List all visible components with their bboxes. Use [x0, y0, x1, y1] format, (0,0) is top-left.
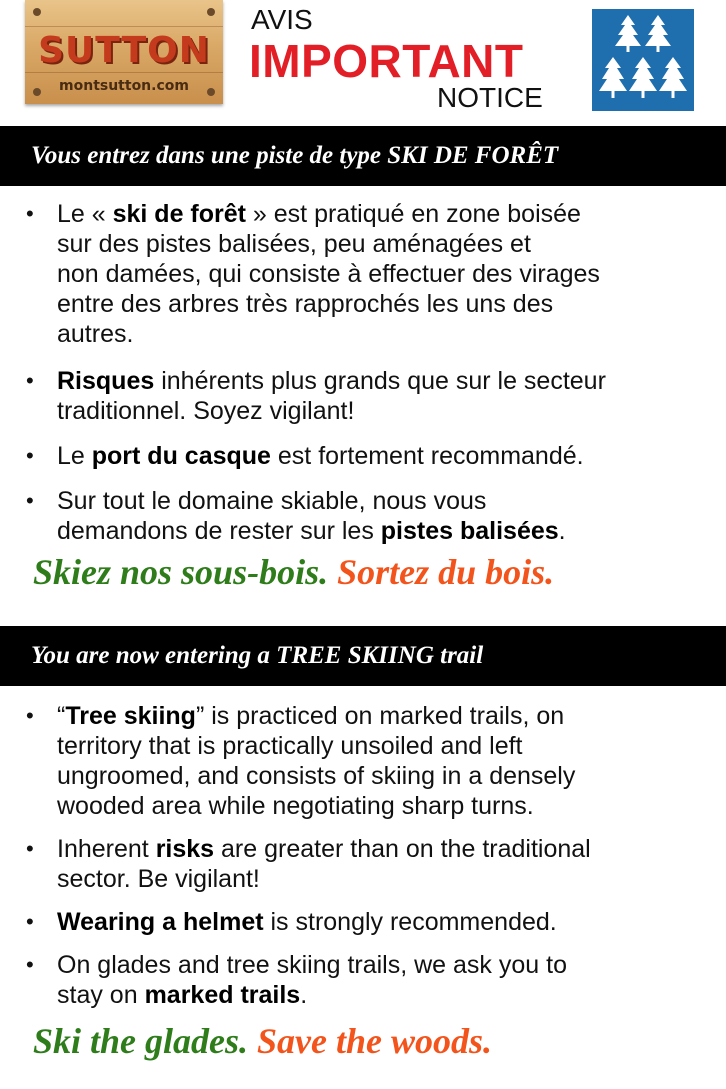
emphasis-text: marked trails — [144, 981, 301, 1009]
english-slogan — [33, 1020, 492, 1062]
item-text: non damées, qui consiste à effectuer des virages — [57, 260, 600, 288]
list-item — [0, 701, 710, 821]
list-item — [0, 950, 710, 1010]
list-item — [0, 366, 710, 426]
list-item — [0, 199, 710, 349]
important-heading: IMPORTANT — [249, 35, 524, 87]
bullet-icon: • — [26, 952, 34, 977]
bullet-icon: • — [26, 443, 34, 468]
bullet-icon: • — [26, 488, 34, 513]
french-banner: Vous entrez dans une piste de type SKI DE FORÊT — [0, 126, 726, 186]
item-text: ” is practiced on marked trails, on — [195, 702, 565, 730]
logo-name: SUTTON — [38, 30, 210, 71]
item-text: autres. — [57, 320, 134, 348]
item-text: are greater than on the traditional — [214, 835, 591, 863]
logo-url: montsutton.com — [59, 78, 189, 94]
emphasis-text: Risques — [57, 367, 155, 395]
french-slogan-green: Skiez nos sous-bois. — [33, 552, 329, 592]
item-text: ungroomed, and consists of skiing in a densely — [57, 762, 576, 790]
item-text: “ — [57, 702, 66, 730]
list-item — [0, 441, 710, 471]
item-text: sur des pistes balisées, peu aménagées et — [57, 230, 531, 258]
bullet-icon: • — [26, 836, 34, 861]
avis-label: AVIS — [251, 4, 313, 35]
item-text: territory that is practically unsoiled and left — [57, 732, 523, 760]
item-text: demandons de rester sur les — [57, 517, 381, 545]
bullet-icon: • — [26, 703, 34, 728]
bullet-icon: • — [26, 201, 34, 226]
emphasis-text: Wearing a helmet — [57, 908, 264, 936]
emphasis-text: risks — [155, 835, 215, 863]
list-item — [0, 834, 710, 894]
emphasis-text: pistes balisées — [380, 517, 559, 545]
item-text: inhérents plus grands que sur le secteur — [154, 367, 606, 395]
bullet-icon: • — [26, 909, 34, 934]
notice-label: NOTICE — [437, 82, 543, 113]
emphasis-text: ski de forêt — [112, 200, 246, 228]
item-text: stay on — [57, 981, 145, 1009]
french-slogan — [33, 551, 554, 593]
item-text: » est pratiqué en zone boisée — [245, 200, 581, 228]
french-rules-list — [0, 199, 710, 561]
item-text: On glades and tree skiing trails, we ask you to — [57, 951, 567, 979]
item-text: Inherent — [57, 835, 156, 863]
item-text: wooded area while negotiating sharp turns. — [57, 792, 534, 820]
french-slogan-orange: Sortez du bois. — [337, 552, 555, 592]
english-banner: You are now entering a TREE SKIING trail — [0, 626, 726, 686]
english-slogan-green: Ski the glades. — [33, 1021, 249, 1061]
item-text: Le — [57, 442, 92, 470]
item-text: est fortement recommandé. — [270, 442, 584, 470]
bullet-icon: • — [26, 368, 34, 393]
item-text: is strongly recommended. — [263, 908, 557, 936]
list-item — [0, 907, 710, 937]
item-text: . — [558, 517, 566, 545]
item-text: . — [300, 981, 308, 1009]
item-text: entre des arbres très rapprochés les uns des — [57, 290, 554, 318]
list-item — [0, 486, 710, 546]
item-text: traditionnel. Soyez vigilant! — [57, 397, 355, 425]
pine-trees-icon — [592, 9, 694, 111]
item-text: Le « — [57, 200, 113, 228]
item-text: Sur tout le domaine skiable, nous vous — [57, 487, 487, 515]
english-slogan-orange: Save the woods. — [257, 1021, 493, 1061]
emphasis-text: port du casque — [91, 442, 271, 470]
english-rules-list — [0, 701, 710, 1023]
emphasis-text: Tree skiing — [65, 702, 196, 730]
item-text: sector. Be vigilant! — [57, 865, 260, 893]
sutton-logo — [25, 0, 223, 104]
